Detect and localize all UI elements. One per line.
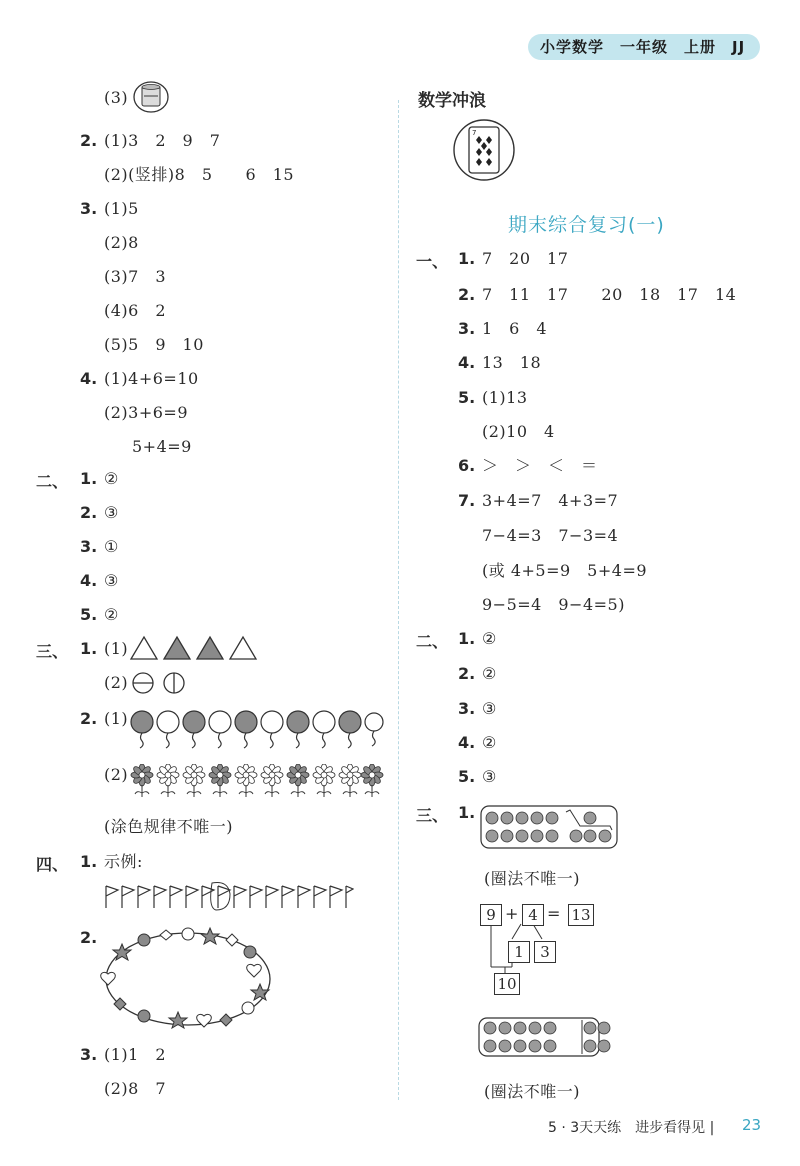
answer-line: (2)10 4: [482, 422, 555, 441]
q-number: 1.: [80, 852, 98, 871]
number-box: 10: [494, 973, 520, 995]
answer-line: ②: [104, 605, 119, 624]
section-number: 一、: [416, 252, 449, 271]
column-divider: [398, 100, 399, 1100]
answer-line: (5)5 9 10: [104, 335, 204, 354]
answer-line: ③: [482, 699, 497, 718]
triangles-figure: [128, 634, 258, 662]
number-box: 13: [568, 904, 594, 926]
playing-card-icon: [452, 118, 516, 182]
section-title: 期末综合复习(一): [508, 214, 665, 236]
q-number: 4.: [458, 733, 476, 752]
answer-line: 示例:: [104, 852, 143, 871]
answer-line: (1): [104, 709, 129, 728]
note: (圈法不唯一): [484, 1082, 580, 1101]
answer-line: 3+4=7 4+3=7: [482, 491, 619, 510]
q-number: 2.: [458, 285, 476, 304]
page-number: 23: [742, 1116, 762, 1134]
q-number: 4.: [80, 369, 98, 388]
answer-line: ①: [104, 537, 119, 556]
q-number: 1.: [458, 629, 476, 648]
q-number: 3.: [458, 699, 476, 718]
q-number: 1.: [458, 803, 476, 822]
q-number: 2.: [80, 928, 98, 947]
shapes-ring-figure: [100, 926, 276, 1032]
q-number: 2.: [458, 664, 476, 683]
number-box: 3: [534, 941, 556, 963]
answer-line: ②: [104, 469, 119, 488]
answer-line: 13 18: [482, 353, 542, 372]
balloons-figure: [128, 708, 384, 750]
section-number: 四、: [36, 855, 69, 874]
answer-line: 7−4=3 7−3=4: [482, 526, 619, 545]
q-number: 4.: [458, 353, 476, 372]
answer-line: (1)3 2 9 7: [104, 131, 221, 150]
q-number: 5.: [458, 767, 476, 786]
flags-figure: [102, 880, 354, 914]
answer-line: (2): [104, 765, 129, 784]
q-number: 4.: [80, 571, 98, 590]
answer-line: ③: [104, 571, 119, 590]
q-number: 5.: [80, 605, 98, 624]
answer-line: (3)7 3: [104, 267, 167, 286]
answer-line: (2): [104, 673, 129, 692]
answer-line: (2)(竖排)8 5 6 15: [104, 165, 295, 184]
answer-line: (1)4+6=10: [104, 369, 199, 388]
section-number: 二、: [36, 472, 69, 491]
equals-sign: =: [547, 904, 561, 923]
q-number: 2.: [80, 709, 98, 728]
q-number: 1.: [80, 639, 98, 658]
answer-line: 7 20 17: [482, 249, 569, 268]
answer-line: ③: [482, 767, 497, 786]
q-number: 3.: [80, 537, 98, 556]
answer-line: ②: [482, 664, 497, 683]
q-number: 3.: [458, 319, 476, 338]
answer-line: (2)3+6=9: [104, 403, 189, 422]
answer-line: (2)8: [104, 233, 139, 252]
section-number: 三、: [416, 806, 449, 825]
answer-line: (1)1 2: [104, 1045, 167, 1064]
note: (涂色规律不唯一): [104, 817, 233, 836]
number-box: 4: [522, 904, 544, 926]
q-number: 5.: [458, 388, 476, 407]
answer-line: ＞ ＞ ＜ ＝: [482, 456, 598, 475]
answer-line: ③: [104, 503, 119, 522]
q-number: 7.: [458, 491, 476, 510]
q-number: 3.: [80, 1045, 98, 1064]
answer-line: (1): [104, 639, 129, 658]
answer-line: (3): [104, 88, 129, 107]
q-number: 6.: [458, 456, 476, 475]
q-number: 1.: [80, 469, 98, 488]
answer-line: ②: [482, 629, 497, 648]
answer-line: (2)8 7: [104, 1079, 167, 1098]
number-box: 1: [508, 941, 530, 963]
column-title: 数学冲浪: [418, 91, 486, 111]
answer-line: (1)5: [104, 199, 139, 218]
flowers-figure: [130, 764, 384, 798]
answer-line: 7 11 17 20 18 17 14: [482, 285, 737, 304]
number-box: 9: [480, 904, 502, 926]
q-number: 3.: [80, 199, 98, 218]
svg-text:7: 7: [472, 129, 477, 137]
answer-line: 1 6 4: [482, 319, 548, 338]
answer-line: (4)6 2: [104, 301, 167, 320]
plus-sign: +: [505, 904, 519, 923]
section-number: 三、: [36, 642, 69, 661]
apples-figure: [478, 1016, 620, 1058]
header-title: 小学数学 一年级 上册 JJ: [540, 38, 746, 56]
divided-circles-figure: [130, 670, 190, 696]
q-number: 1.: [458, 249, 476, 268]
answer-line: 9−5=4 9−4=5): [482, 595, 625, 614]
q-number: 2.: [80, 131, 98, 150]
answer-line: ②: [482, 733, 497, 752]
footer-slogan: 5 · 3天天练 进步看得见 |: [548, 1120, 715, 1136]
q-number: 2.: [80, 503, 98, 522]
answer-line: (或 4+5=9 5+4=9: [482, 561, 648, 580]
section-number: 二、: [416, 632, 449, 651]
circled-groups-figure: [480, 804, 620, 850]
cup-icon: [132, 80, 170, 114]
answer-line: (1)13: [482, 388, 528, 407]
answer-line: 5+4=9: [132, 437, 192, 456]
note: (圈法不唯一): [484, 869, 580, 888]
